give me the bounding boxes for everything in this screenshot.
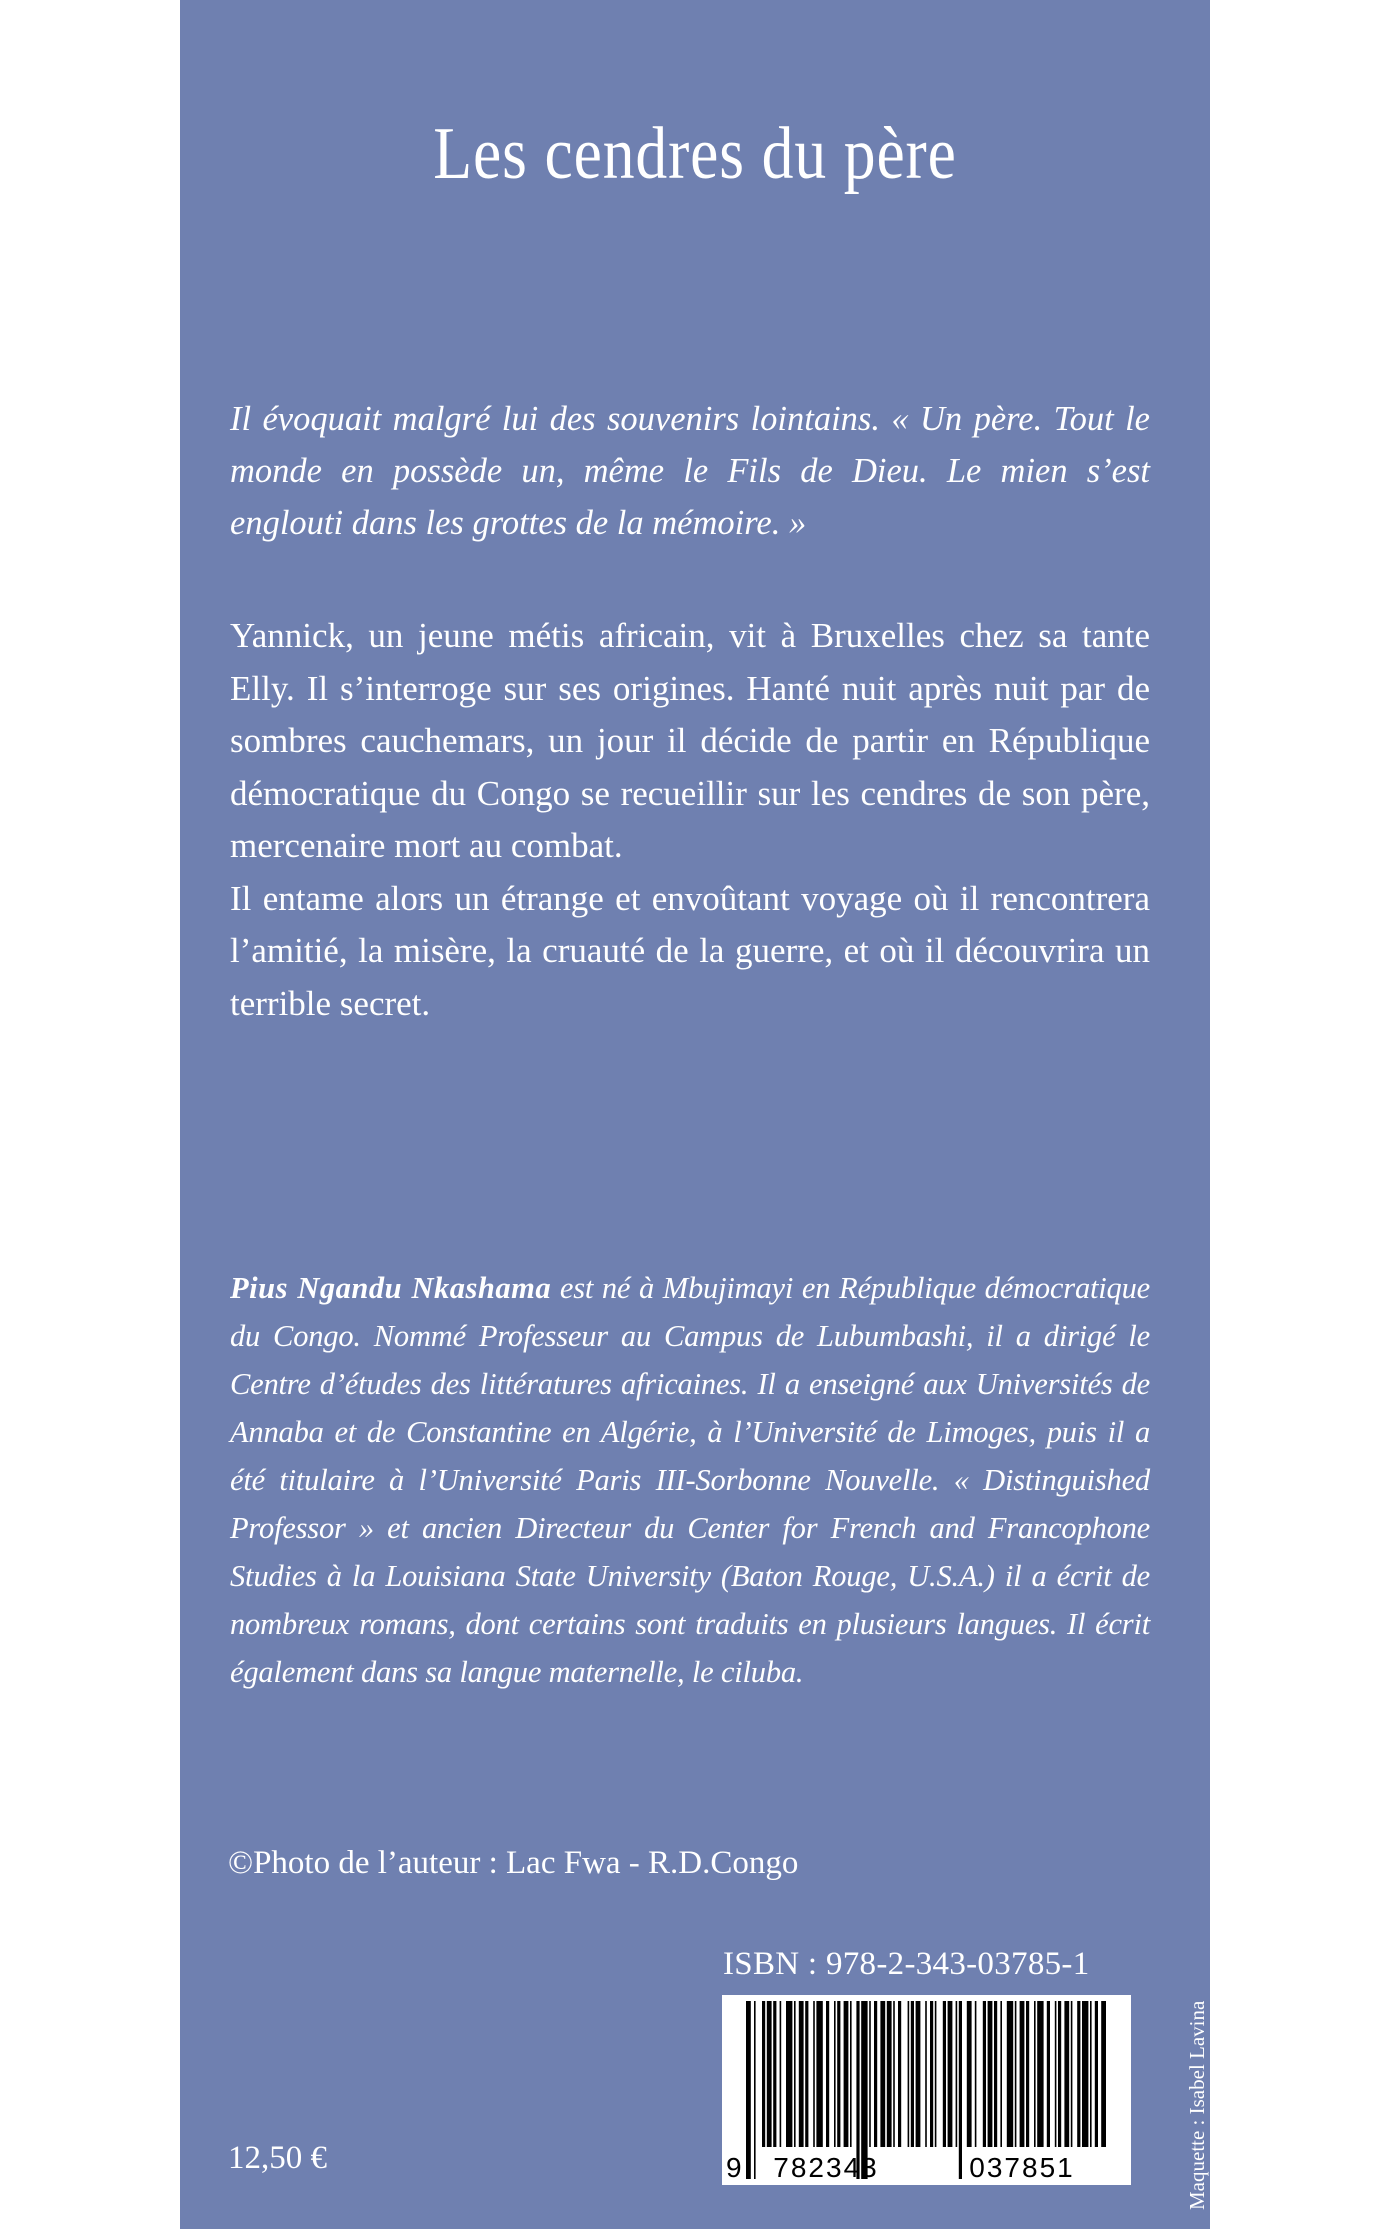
barcode-right-digits: 037851 xyxy=(969,2152,1075,2183)
synopsis-paragraph: Il entame alors un étrange et envoûtant voyage où il rencontrera l’amitié, la misère, la cruauté de la guerre, et où il découvrira un terrible secret. xyxy=(230,878,1150,1023)
barcode-bar xyxy=(762,2001,765,2147)
barcode-bar xyxy=(935,2001,937,2147)
barcode-bar xyxy=(837,2001,840,2147)
barcode-bar xyxy=(1037,2001,1043,2147)
barcode-bar xyxy=(1095,2001,1098,2147)
layout-credit: Maquette : Isabel Lavina xyxy=(1185,2000,1209,2210)
barcode-graphic xyxy=(722,1995,1131,2185)
barcode-bar xyxy=(1064,2001,1069,2147)
author-name: Pius Ngandu Nkashama xyxy=(230,1271,552,1305)
barcode-bar xyxy=(1007,2001,1013,2147)
barcode-bar xyxy=(826,2001,829,2147)
price: 12,50 € xyxy=(228,2140,327,2176)
barcode-bar xyxy=(908,2001,910,2147)
barcode-bar xyxy=(916,2001,921,2147)
synopsis-paragraph: Yannick, un jeune métis africain, vit à Bruxelles chez sa tante Elly. Il s’interroge sur ses origines. Hanté nuit après nuit par de sombres cauchemars, un jour il décide de partir en République démocratique du Congo se recueillir sur les cendres de son père, mercenaire mort au combat. xyxy=(230,616,1150,865)
barcode-bar xyxy=(767,2001,772,2147)
barcode-bar xyxy=(967,2001,972,2147)
barcode-bar xyxy=(1000,2001,1002,2147)
isbn-number: ISBN : 978-2-343-03785-1 xyxy=(723,1946,1090,1982)
barcode-bar xyxy=(754,2001,756,2179)
barcode-bar xyxy=(746,2001,751,2179)
excerpt-quote: Il évoquait malgré lui des souvenirs lointains. « Un père. Tout le monde en possède un, même le Fils de Dieu. Le mien s’est englouti dans les grottes de la mémoire. » xyxy=(230,400,1150,542)
book-title: Les cendres du père xyxy=(433,113,957,195)
barcode-bar xyxy=(869,2001,871,2147)
barcode-bar xyxy=(983,2001,986,2147)
barcode-bar xyxy=(1071,2001,1073,2147)
barcode-bar xyxy=(880,2001,885,2147)
barcode-bar xyxy=(1058,2001,1061,2147)
barcode-first-digit: 9 xyxy=(726,2152,742,2183)
barcode-bar xyxy=(850,2001,852,2147)
barcode-bar xyxy=(1026,2001,1029,2147)
barcode-bar xyxy=(959,2001,962,2179)
barcode-bar xyxy=(813,2001,815,2147)
barcode-bar xyxy=(925,2001,927,2147)
back-cover xyxy=(180,0,1210,2229)
barcode-bar xyxy=(948,2001,953,2147)
barcode-bar xyxy=(1101,2001,1106,2147)
author-bio-text: est né à Mbujimayi en République démocratique du Congo. Nommé Professeur au Campus de Lubumbashi, il a dirigé le Centre d’études des littératures africaines. Il a enseigné aux Universités de Annaba et de Constantine en Algérie, à l’Université de Limoges, puis il a été titulaire à l’Université Paris III-Sorbonne Nouvelle. « Distinguished Professor » et ancien Directeur du Center for French and Francophone Studies à la Louisiana State University (Baton Rouge, U.S.A.) il a écrit de nombreux romans, dont certains sont traduits en plusieurs langues. Il écrit également dans sa langue maternelle, le ciluba. xyxy=(230,1271,1150,1689)
barcode-bar xyxy=(893,2001,895,2147)
barcode-bar xyxy=(805,2001,808,2147)
barcode-bar xyxy=(898,2001,901,2147)
barcode-bar xyxy=(887,2001,892,2147)
barcode-bar xyxy=(1034,2001,1036,2147)
barcode-bar xyxy=(943,2001,946,2147)
barcode-bar xyxy=(1090,2001,1092,2147)
barcode-bar xyxy=(799,2001,804,2147)
barcode-bar xyxy=(1055,2001,1057,2147)
barcode-bar xyxy=(816,2001,822,2147)
barcode-bar xyxy=(956,2001,958,2147)
barcode-bar xyxy=(994,2001,997,2147)
barcode-bar xyxy=(780,2001,782,2147)
barcode-bar xyxy=(1077,2001,1080,2147)
barcode-bar xyxy=(874,2001,877,2147)
barcode-bar xyxy=(911,2001,914,2147)
barcode-bar xyxy=(773,2001,776,2147)
author-bio xyxy=(230,1264,1150,1696)
barcode-bar xyxy=(1047,2001,1050,2147)
barcode-bar xyxy=(844,2001,849,2147)
photo-credit: ©Photo de l’auteur : Lac Fwa - R.D.Congo xyxy=(228,1845,799,1881)
barcode-bar xyxy=(786,2001,792,2147)
synopsis xyxy=(230,610,1150,1030)
barcode-bar xyxy=(1015,2001,1017,2147)
barcode xyxy=(722,1995,1131,2185)
barcode-bar xyxy=(794,2001,796,2147)
barcode-bar xyxy=(1082,2001,1088,2147)
barcode-bar xyxy=(975,2001,977,2147)
barcode-bar xyxy=(988,2001,993,2147)
barcode-bar xyxy=(930,2001,933,2147)
barcode-left-digits: 782343 xyxy=(773,2152,879,2183)
barcode-bar xyxy=(834,2001,836,2147)
barcode-bar xyxy=(1020,2001,1025,2147)
